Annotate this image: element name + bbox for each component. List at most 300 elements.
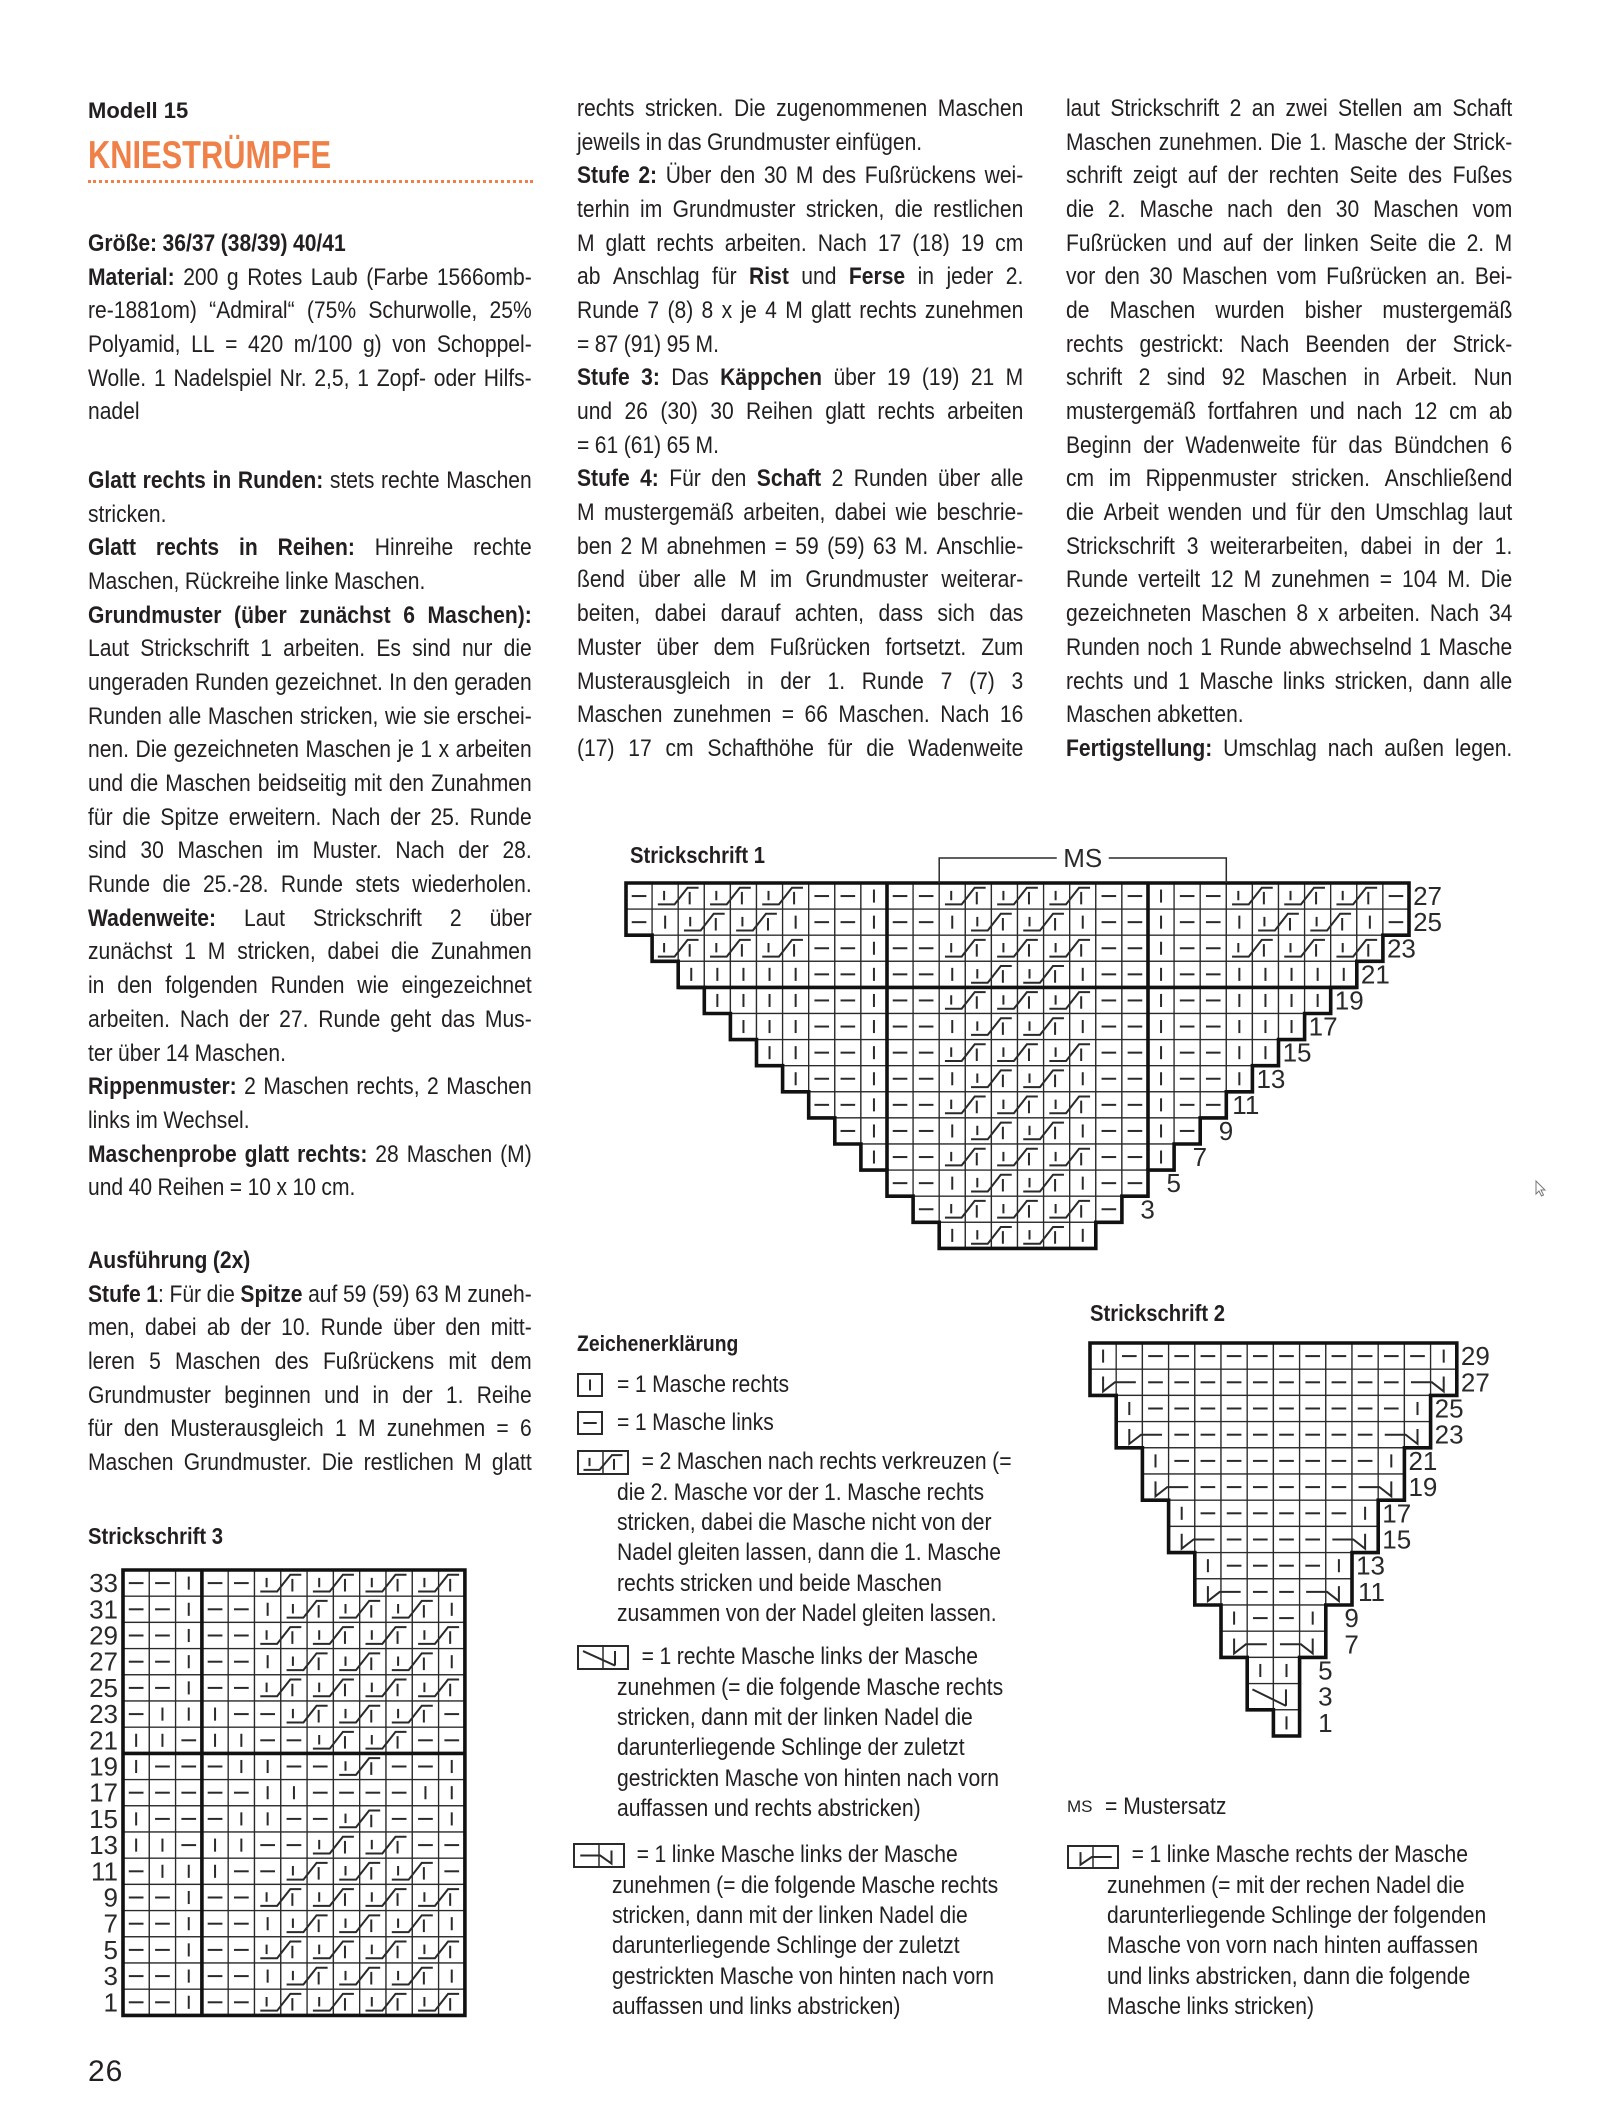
word: der (1358, 1841, 1389, 1869)
word (245, 1141, 289, 1169)
word: Nach (940, 701, 990, 729)
chart-grid (1090, 1341, 1490, 1738)
text-line (88, 666, 532, 700)
word: auffassen (1386, 1932, 1479, 1960)
word (88, 1247, 207, 1275)
bold-text: 2: (638, 162, 658, 190)
word: Maschen (88, 1448, 174, 1476)
word: (59) (827, 532, 865, 560)
word: (= (721, 1673, 741, 1701)
word: M (640, 532, 659, 560)
word: der (238, 1005, 270, 1033)
word (88, 1073, 237, 1101)
bold-text: 36/37 (162, 229, 216, 257)
word: rechte (473, 534, 532, 562)
chart-3-title: Strickschrift 3 (88, 1523, 223, 1549)
page-title: KNIESTRÜMPFE (88, 134, 332, 177)
word: zuletzt (903, 1734, 965, 1762)
word: vom (1472, 195, 1513, 223)
text-line (88, 1171, 532, 1205)
word: die (617, 1478, 646, 1506)
word: vor (1066, 263, 1096, 291)
word: Maschen (177, 837, 263, 865)
word: Maschen (1182, 263, 1268, 291)
bold-text: in (212, 466, 232, 494)
word: m/100 (293, 330, 353, 358)
word: stricken, (617, 1703, 696, 1731)
row-label: 23 (1386, 933, 1416, 964)
word: 1 (634, 1371, 647, 1399)
word: zunächst (88, 938, 173, 966)
word: über (489, 904, 532, 932)
word: stricken, (237, 938, 316, 966)
bold-text: Maschenprobe (88, 1140, 237, 1168)
word: Anschlag (612, 263, 700, 291)
word: weiterarbeiten, (1210, 532, 1349, 560)
word: 2 (244, 1073, 256, 1101)
word (88, 534, 136, 562)
word: an (1251, 94, 1276, 122)
word: Schurwolle, (368, 297, 478, 325)
word: in (88, 972, 105, 1000)
word: linke (1166, 1841, 1211, 1869)
word: 7 (940, 667, 953, 695)
word: Strick- (1452, 330, 1513, 358)
word: über (937, 465, 981, 493)
word: den (445, 1314, 481, 1342)
word: für (1312, 431, 1337, 459)
word: M (1243, 566, 1262, 594)
text-line (1107, 1992, 1512, 2022)
word: gestrickten (617, 1764, 720, 1792)
word: die (939, 1901, 968, 1929)
text-line (617, 1370, 1022, 1400)
word: In (389, 668, 407, 696)
word (234, 602, 287, 630)
word: Masche (1107, 1993, 1181, 2021)
word: rechts (819, 1448, 877, 1476)
word: Nun (1473, 364, 1513, 392)
word: (91) (623, 330, 662, 358)
row-label: 21 (1408, 1445, 1438, 1476)
word: Masche (861, 1871, 936, 1899)
word: 16 (999, 701, 1024, 729)
word: Hinreihe (374, 534, 454, 562)
word (212, 467, 231, 495)
word: des (822, 162, 857, 190)
legend-symbol-knit (577, 1373, 603, 1397)
word: Nadel (878, 1901, 935, 1929)
bold-text: rechts (142, 466, 206, 494)
word: x (1317, 600, 1329, 628)
text-line (1066, 698, 1512, 732)
word: lassen. (929, 1600, 997, 1628)
word: (30) (660, 398, 698, 426)
text-line (617, 1703, 1022, 1733)
word: Maschen (577, 701, 663, 729)
text-line (1066, 395, 1512, 429)
word: 1 (1200, 633, 1213, 661)
word: (7) (969, 667, 995, 695)
bold-text: Stufe (88, 1280, 141, 1308)
word: stricken) (1234, 1993, 1314, 2021)
word: Schoppel- (436, 330, 532, 358)
legend-text-knit-increase (617, 1642, 1022, 1824)
text-line (617, 1477, 1022, 1507)
word: bisher (1304, 296, 1363, 324)
word: 1 (1149, 1841, 1162, 1869)
word: 30 (1335, 195, 1360, 223)
text-line (88, 362, 532, 396)
bold-text: Stufe (577, 465, 630, 493)
word: 14 (165, 1039, 190, 1067)
word: 40 (128, 1174, 153, 1202)
word: 63 (415, 1280, 439, 1308)
word: der (240, 1314, 271, 1342)
word: stricken. (88, 500, 167, 528)
word: 61 (594, 431, 619, 459)
word: stets (329, 466, 375, 494)
text-line (88, 734, 532, 768)
word: achten, (794, 600, 865, 628)
word: dabei (654, 600, 707, 628)
bold-text: (über (234, 601, 287, 629)
word: Strickschrift (312, 904, 422, 932)
word: links (749, 1993, 792, 2021)
word: der (1262, 229, 1294, 257)
text-line (1066, 260, 1512, 294)
word: Reihe (476, 1381, 532, 1409)
word (163, 230, 216, 258)
bold-text: glatt (244, 1140, 290, 1168)
word: Masche (1438, 633, 1513, 661)
word: Runden (1066, 633, 1140, 661)
word: arbeiten. (724, 229, 807, 257)
word: = (781, 701, 795, 729)
bold-text: Ferse (848, 263, 906, 291)
text-line (1066, 294, 1512, 328)
row-label: 17 (1382, 1498, 1412, 1529)
word (640, 465, 659, 493)
word: cm (1449, 398, 1478, 426)
word: den (720, 162, 756, 190)
word: die (162, 871, 191, 899)
word: Umschlag (1223, 734, 1317, 762)
word: Masche (883, 1841, 958, 1869)
word: für (712, 263, 737, 291)
word: 25% (489, 297, 532, 325)
row-label: 27 (1413, 881, 1442, 912)
word: (61) (623, 431, 662, 459)
word: Musterausgleich (170, 1415, 324, 1443)
word: nach (1272, 1932, 1319, 1960)
row-label: 13 (89, 1830, 118, 1861)
word: cm (995, 229, 1024, 257)
word: Masche (1333, 128, 1408, 156)
word: Runden (88, 702, 162, 730)
word: Laut (88, 635, 130, 663)
word: darauf (720, 600, 781, 628)
text-line (88, 868, 532, 902)
word: 1 (659, 1643, 672, 1671)
word: dann (696, 1901, 744, 1929)
row-label: 29 (89, 1620, 118, 1651)
word: Maschen (165, 770, 251, 798)
word: Masche (724, 1764, 799, 1792)
word: Zopf- (376, 364, 426, 392)
word: verteilt (1138, 566, 1201, 594)
word: Zunahmen (431, 770, 532, 798)
word (156, 534, 219, 562)
word: außen (1384, 734, 1445, 762)
word: legen. (1454, 734, 1513, 762)
text-line (1066, 429, 1512, 463)
text-line (1066, 631, 1512, 665)
word: glatt (825, 398, 866, 426)
text-line (1066, 564, 1512, 598)
word: 1566omb- (436, 263, 532, 291)
word: Seite (1349, 162, 1398, 190)
word: (= (1211, 1871, 1231, 1899)
word: geht (390, 1005, 432, 1033)
word: (19) (921, 364, 960, 392)
word: die (894, 195, 923, 223)
word: der (1357, 1901, 1389, 1929)
word: stricken, (617, 1508, 696, 1536)
word: mit (1235, 1871, 1265, 1899)
word: Fußrückens (322, 1347, 435, 1375)
word: wurden (1215, 296, 1285, 324)
word: für (88, 803, 113, 831)
bold-text: 6 (403, 601, 415, 629)
text-line (577, 631, 1023, 665)
word (638, 162, 657, 190)
word: links (1186, 1993, 1229, 2021)
chart-grid (89, 1568, 465, 2017)
word: rechts (731, 1371, 790, 1399)
word: = (1131, 1841, 1144, 1869)
word: ßend (577, 566, 626, 594)
word: mustergemäß (603, 499, 734, 527)
bold-text: Glatt (88, 534, 136, 562)
word: linken (823, 1703, 879, 1731)
word: der (1452, 532, 1483, 560)
word: zunehmen. (1158, 128, 1263, 156)
word: am (1412, 94, 1443, 122)
word: 1 (357, 364, 370, 392)
word: M. (695, 431, 719, 459)
word: = (774, 532, 787, 560)
word: Beenden (1305, 330, 1390, 358)
bold-text: Grundmuster (88, 601, 222, 629)
word: im (769, 566, 793, 594)
word: hinten (838, 1962, 897, 1990)
row-label: 15 (1282, 1037, 1312, 1068)
word: dann (817, 1539, 865, 1567)
word: nach (901, 1962, 948, 1990)
word: nur (461, 635, 493, 663)
text-line (88, 1003, 532, 1037)
word: folgende (1389, 1962, 1471, 1990)
word: = (577, 431, 590, 459)
word: das (1348, 431, 1383, 459)
word: beschrie- (936, 499, 1024, 527)
text-line (617, 1672, 1022, 1702)
word: Muster (577, 633, 642, 661)
word: die (866, 734, 895, 762)
word: = (617, 1409, 630, 1437)
title-dotted-divider (88, 180, 533, 183)
word: Grundmuster (88, 1381, 211, 1409)
word: beidseitig (257, 770, 347, 798)
word: Arbeit (1103, 499, 1159, 527)
word: = (636, 1841, 649, 1869)
row-label: 21 (89, 1725, 118, 1756)
text-line (88, 767, 532, 801)
word: und (1251, 499, 1287, 527)
word: restlichen (363, 1448, 454, 1476)
row-label: 5 (1318, 1655, 1333, 1686)
word: Anschlie- (936, 532, 1024, 560)
word: men, (88, 1314, 135, 1342)
word: und (88, 1174, 124, 1202)
word: 5 (149, 1347, 161, 1375)
word: den (123, 1415, 160, 1443)
word: von (921, 1508, 956, 1536)
word: cm (665, 734, 694, 762)
word: mit (448, 1347, 477, 1375)
word (278, 534, 355, 562)
word: sind (1166, 364, 1206, 392)
word: noch (1147, 633, 1193, 661)
word: 10. (281, 1314, 311, 1342)
text-line (617, 1538, 1022, 1568)
word: 95 (666, 330, 691, 358)
word: für (827, 734, 853, 762)
legend-title: Zeichenerklärung (577, 1331, 739, 1356)
word: wiederholen. (412, 871, 532, 899)
word: (59) (372, 1280, 410, 1308)
legend-text-knit (617, 1370, 1022, 1400)
word (577, 364, 630, 392)
word: mit (753, 1703, 782, 1731)
word: Reihen (746, 398, 813, 426)
word: die (1436, 1871, 1465, 1899)
text-line (577, 92, 1023, 126)
word (88, 1141, 237, 1169)
word: alle (168, 702, 202, 730)
word: = (577, 330, 590, 358)
text-line (612, 1870, 1017, 1900)
word: sind (88, 837, 127, 865)
word: Masche (652, 1371, 727, 1399)
word: Runde (469, 803, 532, 831)
word: in (917, 263, 935, 291)
word: Masche (719, 1962, 794, 1990)
word: des (274, 1347, 309, 1375)
word: Das (671, 364, 709, 392)
word: rechts, (356, 1073, 420, 1101)
word: Maschen (856, 1569, 942, 1597)
word (88, 602, 221, 630)
word: Grundmuster (805, 566, 929, 594)
word: auf (308, 1280, 338, 1308)
word: Masche (1215, 1841, 1290, 1869)
word: Rotes (247, 263, 303, 291)
text-line (88, 1138, 532, 1172)
word: im (276, 837, 299, 865)
word: 1. (445, 1381, 464, 1409)
word: (75% (306, 297, 357, 325)
word: in (645, 128, 663, 156)
word: der (867, 1734, 899, 1762)
word: dann (1303, 1962, 1351, 1990)
word: zunehmen (1107, 1871, 1206, 1899)
word: rechts (577, 94, 635, 122)
word (749, 263, 789, 291)
word (239, 534, 258, 562)
word: Fußrücken (1066, 229, 1167, 257)
word: und (713, 1795, 749, 1823)
word: zwei (1285, 94, 1328, 122)
word: M. (695, 330, 719, 358)
word: in (1424, 532, 1441, 560)
word: Schlinge (781, 1734, 863, 1762)
word: (M) (500, 1140, 532, 1168)
word: wie (357, 972, 389, 1000)
word: Maschen (1109, 296, 1196, 324)
word: 1 (634, 1409, 647, 1437)
word: Nach (1240, 330, 1290, 358)
text-line (612, 1840, 1017, 1870)
row-label: 25 (89, 1672, 118, 1703)
page-number: 26 (88, 2055, 124, 2088)
word (641, 364, 660, 392)
chart-strickschrift-1 (623, 843, 1483, 1263)
bold-text: Runden: (237, 466, 324, 494)
word: über (656, 633, 699, 661)
word: (18) (912, 229, 950, 257)
word: erweitern. (228, 803, 322, 831)
word: zunehmen (1271, 566, 1370, 594)
row-label: 13 (1356, 1550, 1385, 1581)
word: abstricken) (817, 1795, 921, 1823)
word: 8 (701, 296, 714, 324)
word: der (390, 803, 421, 831)
word: ab (577, 263, 601, 291)
word (88, 1281, 141, 1309)
word: g (226, 263, 239, 291)
word: 420 (248, 330, 284, 358)
word: gezeichneten (1066, 600, 1192, 628)
word: 28. (502, 837, 532, 865)
word: und (1133, 667, 1169, 695)
row-label: 11 (1358, 1576, 1385, 1607)
word: der (961, 1508, 992, 1536)
word: 19 (887, 364, 911, 392)
word: Rückreihe (184, 567, 280, 595)
word: zunehmen (672, 701, 772, 729)
word: zugenommenen (776, 94, 928, 122)
word: darunterliegende (617, 1734, 776, 1762)
word: links (820, 1643, 863, 1671)
word: ter (88, 1039, 113, 1067)
text-line (1066, 732, 1512, 766)
word: Spitze (160, 803, 219, 831)
word: cm (1066, 465, 1095, 493)
text-line (577, 260, 1023, 294)
ms-label: MS (1063, 843, 1103, 873)
